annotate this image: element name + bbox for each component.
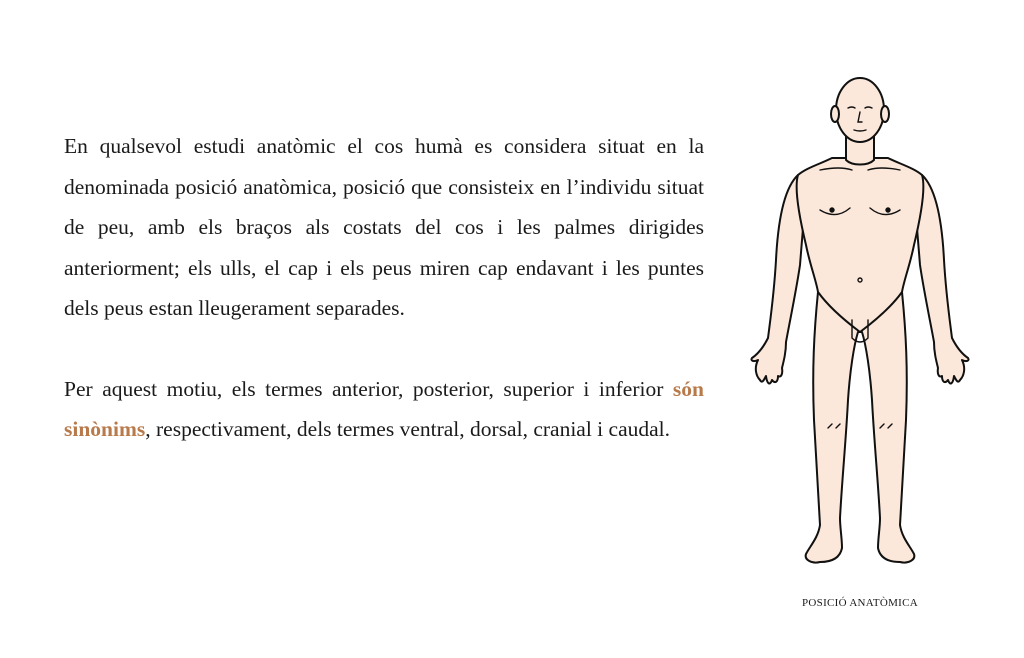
right-ear: [881, 106, 889, 122]
head: [836, 78, 884, 142]
paragraph-synonyms-before: Per aquest motiu, els termes anterior, posterior, superior i inferior: [64, 376, 673, 401]
figure-caption: POSICIÓ ANATÒMICA: [801, 597, 919, 609]
anatomical-position-figure: [740, 70, 980, 580]
left-ear: [831, 106, 839, 122]
paragraph-synonyms-after: , respectivament, dels termes ventral, dorsal, cranial i caudal.: [145, 417, 671, 441]
highlight-synonyms: són sinònims: [64, 376, 704, 441]
body-text: [64, 126, 704, 450]
human-body-illustration: [740, 70, 980, 580]
torso: [797, 158, 924, 332]
paragraph-synonyms: [64, 369, 704, 450]
paragraph-anatomical-position: En qualsevol estudi anatòmic el cos humà es considera situat en la denominada posició anatòmica, posició que consisteix en l’individu situat de peu, amb els braços als costats del cos i les palmes dirigides anteriorment; els ulls, el cap i els peus miren cap endavant i les puntes dels peus estan lleugerament separades.: [64, 134, 704, 320]
